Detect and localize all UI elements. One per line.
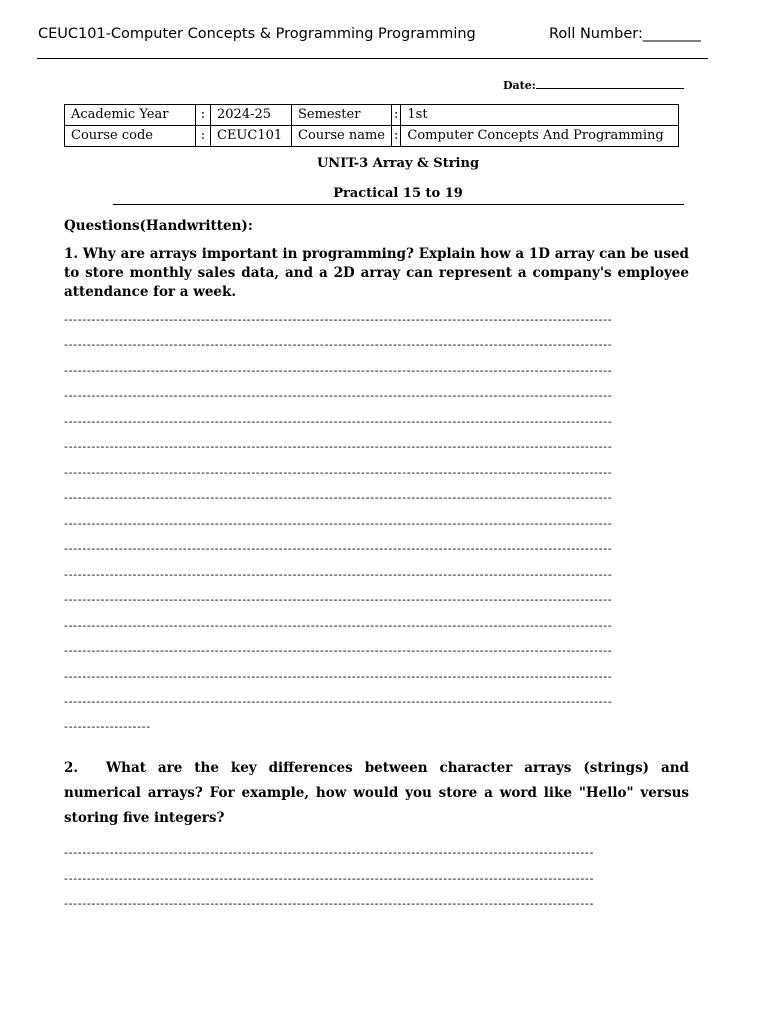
- answer-line: ------------------------------------------------------------------------------------------------------------------------: [64, 467, 613, 479]
- date-label: Date:: [503, 79, 536, 92]
- answer-line: ------------------------------------------------------------------------------------------------------------------------: [64, 645, 613, 657]
- answer-line: --------------------------------------------------------------------------------------------------------------------: [64, 898, 595, 910]
- answer-line: --------------------------------------------------------------------------------------------------------------------: [64, 873, 595, 885]
- answer-line: ------------------------------------------------------------------------------------------------------------------------: [64, 314, 613, 326]
- course-name-label: Course name: [292, 126, 392, 147]
- colon: :: [392, 105, 401, 126]
- questions-heading: Questions(Handwritten):: [64, 218, 253, 234]
- roll-number-label: Roll Number:________: [549, 26, 701, 42]
- semester-value: 1st: [401, 105, 679, 126]
- answer-line: ------------------------------------------------------------------------------------------------------------------------: [64, 620, 613, 632]
- date-field: [503, 79, 684, 92]
- answer-line: ------------------------------------------------------------------------------------------------------------------------: [64, 696, 613, 708]
- answer-line: ------------------------------------------------------------------------------------------------------------------------: [64, 390, 613, 402]
- answer-line: ------------------------------------------------------------------------------------------------------------------------: [64, 492, 613, 504]
- semester-label: Semester: [292, 105, 392, 126]
- answer-line: ------------------------------------------------------------------------------------------------------------------------: [64, 365, 613, 377]
- answer-line: ------------------------------------------------------------------------------------------------------------------------: [64, 518, 613, 530]
- answer-line: ------------------------------------------------------------------------------------------------------------------------: [64, 339, 613, 351]
- answer-line: -------------------: [64, 721, 151, 733]
- question-2-text: What are the key differences between character arrays (strings) and numerical arrays? For example, how would you store a word like "Hello" versus storing five integers?: [64, 760, 689, 826]
- practical-title: Practical 15 to 19: [333, 186, 463, 201]
- question-1: 1. Why are arrays important in programming? Explain how a 1D array can be used to store monthly sales data, and a 2D array can represent a company's employee attendance for a week.: [64, 246, 689, 300]
- header-divider: [37, 58, 708, 59]
- course-info-table: [64, 104, 679, 147]
- answer-line: ------------------------------------------------------------------------------------------------------------------------: [64, 569, 613, 581]
- unit-title: UNIT-3 Array & String: [316, 156, 480, 171]
- academic-year-value: 2024-25: [211, 105, 292, 126]
- question-2: [64, 756, 689, 831]
- table-row: [65, 105, 679, 126]
- answer-line: ------------------------------------------------------------------------------------------------------------------------: [64, 594, 613, 606]
- course-code-label: Course code: [65, 126, 196, 147]
- practical-divider: [113, 204, 684, 205]
- table-row: [65, 126, 679, 147]
- colon: :: [196, 105, 211, 126]
- course-title: CEUC101-Computer Concepts & Programming: [38, 26, 374, 42]
- header-title: [38, 26, 476, 42]
- answer-line: ------------------------------------------------------------------------------------------------------------------------: [64, 543, 613, 555]
- question-2-number: 2.: [64, 760, 79, 776]
- answer-line: ------------------------------------------------------------------------------------------------------------------------: [64, 441, 613, 453]
- course-name-value: Computer Concepts And Programming: [401, 126, 679, 147]
- course-code-value: CEUC101: [211, 126, 292, 147]
- colon: :: [392, 126, 401, 147]
- course-title-suffix: Programming: [378, 26, 476, 42]
- academic-year-label: Academic Year: [65, 105, 196, 126]
- answer-line: --------------------------------------------------------------------------------------------------------------------: [64, 847, 595, 859]
- colon: :: [196, 126, 211, 147]
- date-blank: [536, 79, 684, 89]
- answer-line: ------------------------------------------------------------------------------------------------------------------------: [64, 671, 613, 683]
- answer-line: ------------------------------------------------------------------------------------------------------------------------: [64, 416, 613, 428]
